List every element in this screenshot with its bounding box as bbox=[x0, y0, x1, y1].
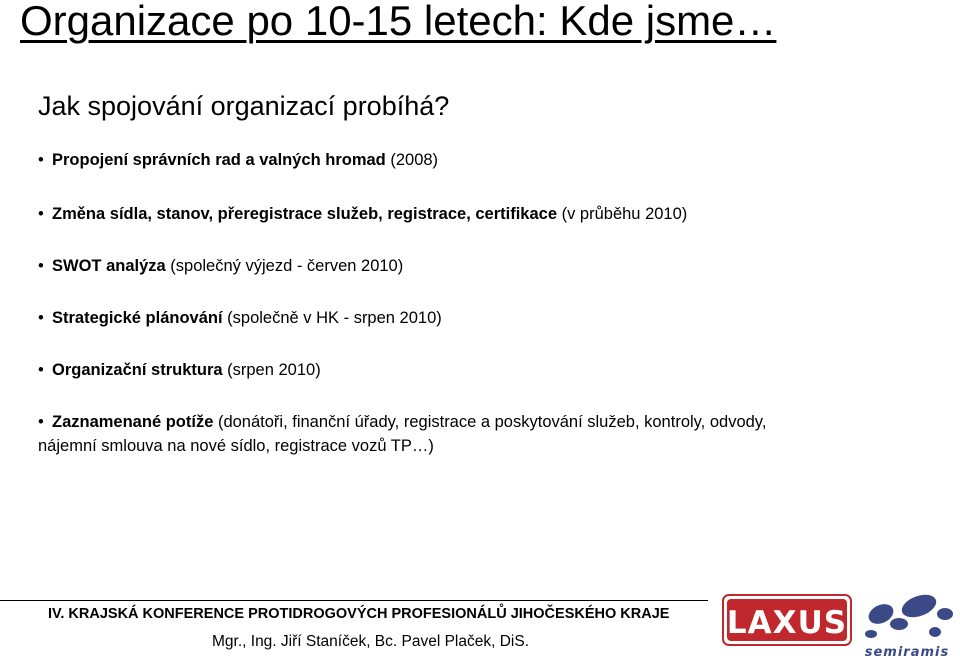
semiramis-shape bbox=[929, 627, 941, 637]
list-item bbox=[38, 410, 938, 458]
item-rest: (v průběhu 2010) bbox=[557, 205, 688, 223]
semiramis-shape bbox=[937, 608, 953, 620]
item-rest: (srpen 2010) bbox=[222, 361, 321, 379]
item-bold: Strategické plánování bbox=[52, 309, 223, 327]
bullet-icon: • bbox=[38, 413, 44, 431]
bullet-icon: • bbox=[38, 361, 44, 379]
slide-title: Organizace po 10-15 letech: Kde jsme… bbox=[20, 0, 777, 44]
footer-divider bbox=[0, 600, 708, 601]
list-item bbox=[38, 202, 938, 226]
bullet-icon: • bbox=[38, 309, 44, 327]
semiramis-logo-text: semiramis bbox=[864, 645, 950, 660]
item-rest: (společný výjezd - červen 2010) bbox=[165, 257, 404, 275]
semiramis-shape bbox=[865, 630, 877, 638]
bullet-icon: • bbox=[38, 257, 44, 275]
item-bold: Zaznamenané potíže bbox=[52, 413, 214, 431]
authors: Mgr., Ing. Jiří Staníček, Bc. Pavel Plaček, DiS. bbox=[212, 633, 530, 650]
list-item bbox=[38, 358, 938, 382]
item-bold: SWOT analýza bbox=[52, 257, 166, 275]
item-rest: (2008) bbox=[385, 151, 439, 169]
bullet-icon: • bbox=[38, 205, 44, 223]
conference-name: IV. KRAJSKÁ KONFERENCE PROTIDROGOVÝCH PROFESIONÁLŮ JIHOČESKÉHO KRAJE bbox=[48, 606, 670, 622]
semiramis-logo bbox=[855, 588, 959, 660]
bullet-icon: • bbox=[38, 151, 44, 169]
item-bold: Propojení správních rad a valných hromad bbox=[52, 151, 386, 169]
item-rest-continued: nájemní smlouva na nové sídlo, registrace vozů TP…) bbox=[38, 437, 434, 455]
semiramis-shape bbox=[899, 590, 940, 621]
item-rest: (společně v HK - srpen 2010) bbox=[222, 309, 442, 327]
list-item bbox=[38, 254, 938, 278]
semiramis-shape bbox=[890, 618, 908, 630]
list-item bbox=[38, 148, 938, 172]
item-rest: (donátoři, finanční úřady, registrace a poskytování služeb, kontroly, odvody, bbox=[213, 413, 767, 431]
laxus-logo bbox=[722, 594, 852, 646]
item-bold: Změna sídla, stanov, přeregistrace služeb, registrace, certifikace bbox=[52, 205, 558, 223]
item-bold: Organizační struktura bbox=[52, 361, 223, 379]
laxus-logo-text: LAXUS bbox=[726, 605, 848, 641]
list-item bbox=[38, 306, 938, 330]
slide-subtitle: Jak spojování organizací probíhá? bbox=[38, 91, 450, 121]
